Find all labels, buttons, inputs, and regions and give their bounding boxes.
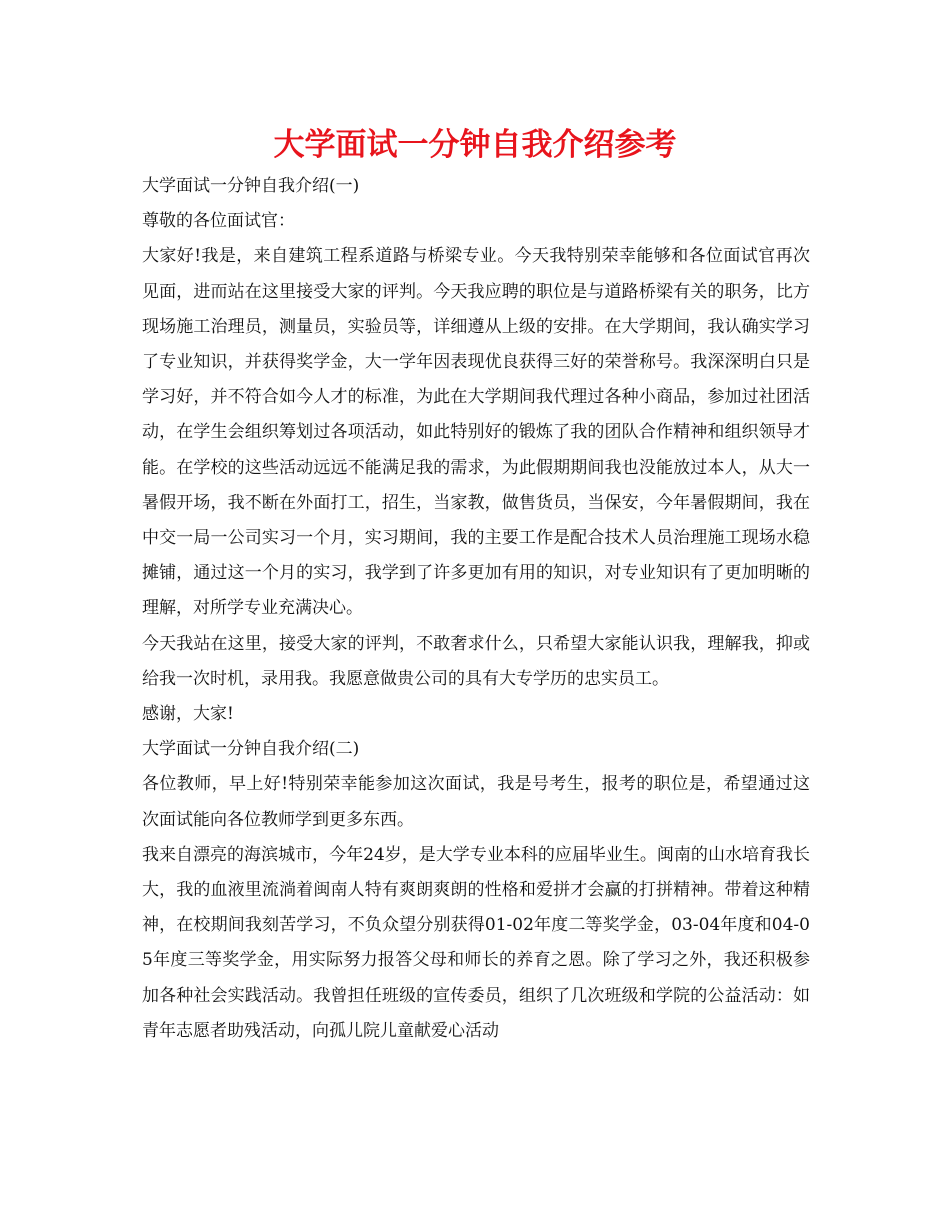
document-body [142,169,810,1049]
paragraph-greeting-2: 各位教师，早上好!特别荣幸能参加这次面试，我是号考生，报考的职位是，希望通过这次面试能向各位教师学到更多东西。 [142,774,810,830]
section-heading-1: 大学面试一分钟自我介绍(一) [142,176,360,196]
paragraph-closing-1: 今天我站在这里，接受大家的评判，不敢奢求什么，只希望大家能认识我，理解我，抑或给我一次时机，录用我。我愿意做贵公司的具有大专学历的忠实员工。 [142,633,810,689]
salutation: 尊敬的各位面试官： [142,211,295,232]
paragraph-intro-2: 我来自漂亮的海滨城市，今年24岁，是大学专业本科的应届毕业生。闽南的山水培育我长大，我的血液里流淌着闽南人特有爽朗爽朗的性格和爱拼才会赢的打拼精神。带着这种精神，在校期间我刻苦学习，不负众望分别获得01-02年度二等奖学金，03-04年度和04-05年度三等奖学金，用实际努力报答父母和师长的养育之恩。除了学习之外，我还积极参加各种社会实践活动。我曾担任班级的宣传委员，组织了几次班级和学院的公益活动：如青年志愿者助残活动，向孤儿院儿童献爱心活动 [142,844,810,1041]
page-title: 大学面试一分钟自我介绍参考 [273,127,677,163]
paragraph-intro-1: 大家好!我是，来自建筑工程系道路与桥梁专业。今天我特别荣幸能够和各位面试官再次见面，进而站在这里接受大家的评判。今天我应聘的职位是与道路桥梁有关的职务，比方现场施工治理员，测量员，实验员等，详细遵从上级的安排。在大学期间，我认确实学习了专业知识，并获得奖学金，大一学年因表现优良获得三好的荣誉称号。我深深明白只是学习好，并不符合如今人才的标准，为此在大学期间我代理过各种小商品，参加过社团活动，在学生会组织筹划过各项活动，如此特别好的锻炼了我的团队合作精神和组织领导才能。在学校的这些活动远远不能满足我的需求，为此假期期间我也没能放过本人，从大一暑假开场，我不断在外面打工，招生，当家教，做售货员，当保安，今年暑假期间，我在中交一局一公司实习一个月，实习期间，我的主要工作是配合技术人员治理施工现场水稳摊铺，通过这一个月的实习，我学到了许多更加有用的知识，对专业知识有了更加明晰的理解，对所学专业充满决心。 [142,246,810,619]
section-heading-2: 大学面试一分钟自我介绍(二) [142,739,360,760]
thanks-line: 感谢，大家! [142,704,234,725]
